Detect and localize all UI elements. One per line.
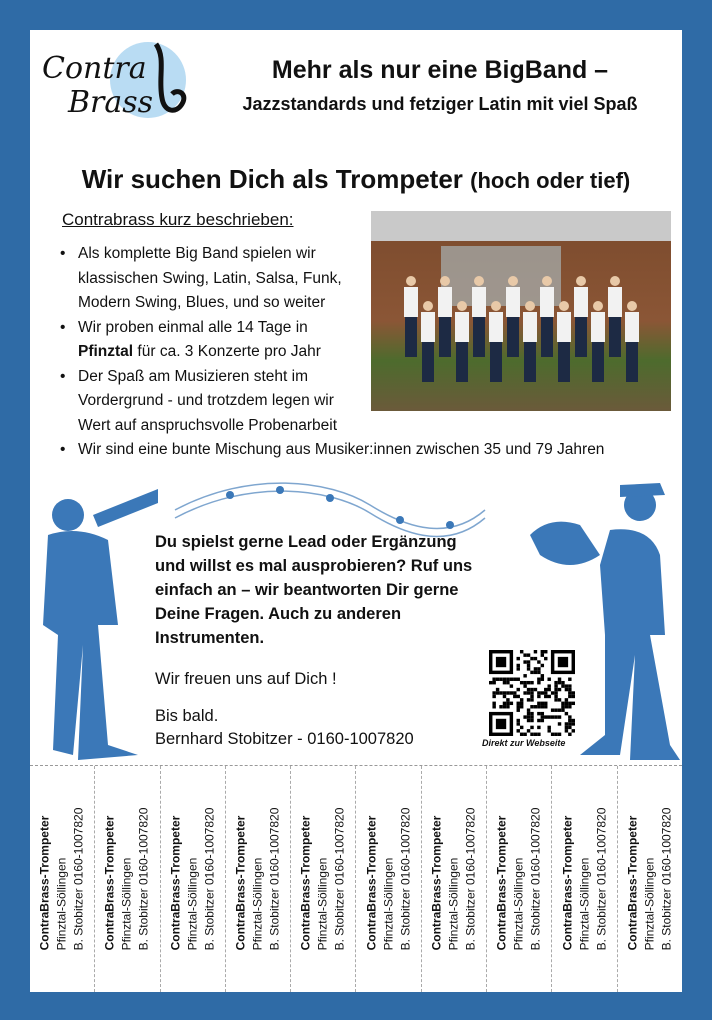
tab-text [363, 808, 414, 951]
svg-text:Brass: Brass [68, 85, 154, 118]
tab-place: Pfinztal-Söllingen [119, 857, 134, 951]
tab-title: ContraBrass-Trompeter [298, 815, 313, 951]
tab-contact: B. Stobitzer 0160-1007820 [71, 807, 86, 951]
qr-code[interactable] [489, 650, 575, 736]
tab-title: ContraBrass-Trompeter [625, 815, 640, 951]
tab-text [494, 808, 545, 951]
tear-off-tab[interactable] [356, 766, 421, 992]
tear-off-tab[interactable] [618, 766, 682, 992]
tab-title: ContraBrass-Trompeter [102, 815, 117, 951]
intro-heading: Contrabrass kurz beschrieben: [62, 210, 294, 229]
trumpeter-silhouette [38, 475, 158, 765]
tear-off-tab[interactable] [487, 766, 552, 992]
greeting: Wir freuen uns auf Dich ! [155, 670, 337, 688]
tear-off-tab[interactable] [95, 766, 160, 992]
list-item: • Als komplette Big Band spielen wir klassischen Swing, Latin, Salsa, Funk, Modern Swing, Blues, und so weiter [60, 242, 360, 316]
contrabrass-logo [38, 38, 208, 118]
tab-title: ContraBrass-Trompeter [233, 815, 248, 951]
tab-contact: B. Stobitzer 0160-1007820 [528, 807, 543, 951]
tab-place: Pfinztal-Söllingen [185, 857, 200, 951]
tab-contact: B. Stobitzer 0160-1007820 [594, 807, 609, 951]
tear-off-tab[interactable] [291, 766, 356, 992]
list-item: • Der Spaß am Musizieren steht im Vordergrund - und trotzdem legen wir Wert auf anspruchsvolle Probenarbeit [60, 365, 360, 439]
tab-place: Pfinztal-Söllingen [54, 857, 69, 951]
tab-place: Pfinztal-Söllingen [642, 857, 657, 951]
call-to-action: Du spielst gerne Lead oder Ergänzung und willst es mal ausprobieren? Ruf uns einfach an – wir beantworten Dir gerne Deine Fragen. Auch zu anderen Instrumenten. [155, 533, 473, 647]
tab-title: ContraBrass-Trompeter [494, 815, 509, 951]
rehearsal-post: für ca. 3 Konzerte pro Jahr [133, 343, 321, 360]
rehearsal-place: Pfinztal [78, 343, 134, 360]
closing: Bis bald. [155, 707, 219, 725]
tab-contact: B. Stobitzer 0160-1007820 [398, 807, 413, 951]
tab-contact: B. Stobitzer 0160-1007820 [659, 807, 674, 951]
tab-title: ContraBrass-Trompeter [364, 815, 379, 951]
tab-text [559, 808, 610, 951]
tab-place: Pfinztal-Söllingen [577, 857, 592, 951]
tab-text [167, 808, 218, 951]
tab-text [298, 808, 349, 951]
tab-title: ContraBrass-Trompeter [429, 815, 444, 951]
headline [30, 164, 682, 195]
tab-text [428, 808, 479, 951]
tab-title: ContraBrass-Trompeter [37, 815, 52, 951]
tab-contact: B. Stobitzer 0160-1007820 [267, 807, 282, 951]
tab-contact: B. Stobitzer 0160-1007820 [202, 807, 217, 951]
list-item [60, 316, 360, 365]
band-photo [371, 211, 671, 411]
tab-contact: B. Stobitzer 0160-1007820 [332, 807, 347, 951]
svg-text:Contra: Contra [42, 51, 147, 86]
tear-off-tab[interactable] [161, 766, 226, 992]
flyer [30, 30, 682, 992]
tab-contact: B. Stobitzer 0160-1007820 [463, 807, 478, 951]
tab-place: Pfinztal-Söllingen [315, 857, 330, 951]
header-title: Mehr als nur eine BigBand – [271, 56, 609, 84]
tab-title: ContraBrass-Trompeter [168, 815, 183, 951]
tab-text [102, 808, 153, 951]
tab-text [37, 808, 88, 951]
list-item: • Wir sind eine bunte Mischung aus Musiker:innen zwischen 35 und 79 Jahren [60, 438, 700, 463]
tab-contact: B. Stobitzer 0160-1007820 [136, 807, 151, 951]
tear-off-tab[interactable] [30, 766, 95, 992]
tab-text [624, 808, 675, 951]
contact-line: Bernhard Stobitzer - 0160-1007820 [155, 730, 414, 748]
tear-off-tabs [30, 765, 682, 992]
tear-off-tab[interactable] [226, 766, 291, 992]
tab-text [233, 808, 284, 951]
qr-caption: Direkt zur Webseite [482, 738, 566, 748]
header-subtitle: Jazzstandards und fetziger Latin mit viel Spaß [242, 94, 638, 114]
tear-off-tab[interactable] [552, 766, 617, 992]
tab-place: Pfinztal-Söllingen [511, 857, 526, 951]
headline-main: Wir suchen Dich als Trompeter [81, 164, 463, 194]
tab-place: Pfinztal-Söllingen [446, 857, 461, 951]
tab-title: ContraBrass-Trompeter [560, 815, 575, 951]
tab-place: Pfinztal-Söllingen [381, 857, 396, 951]
tab-place: Pfinztal-Söllingen [250, 857, 265, 951]
rehearsal-pre: Wir proben einmal alle 14 Tage in [78, 318, 308, 336]
tear-off-tab[interactable] [422, 766, 487, 992]
headline-extra: (hoch oder tief) [470, 168, 631, 193]
